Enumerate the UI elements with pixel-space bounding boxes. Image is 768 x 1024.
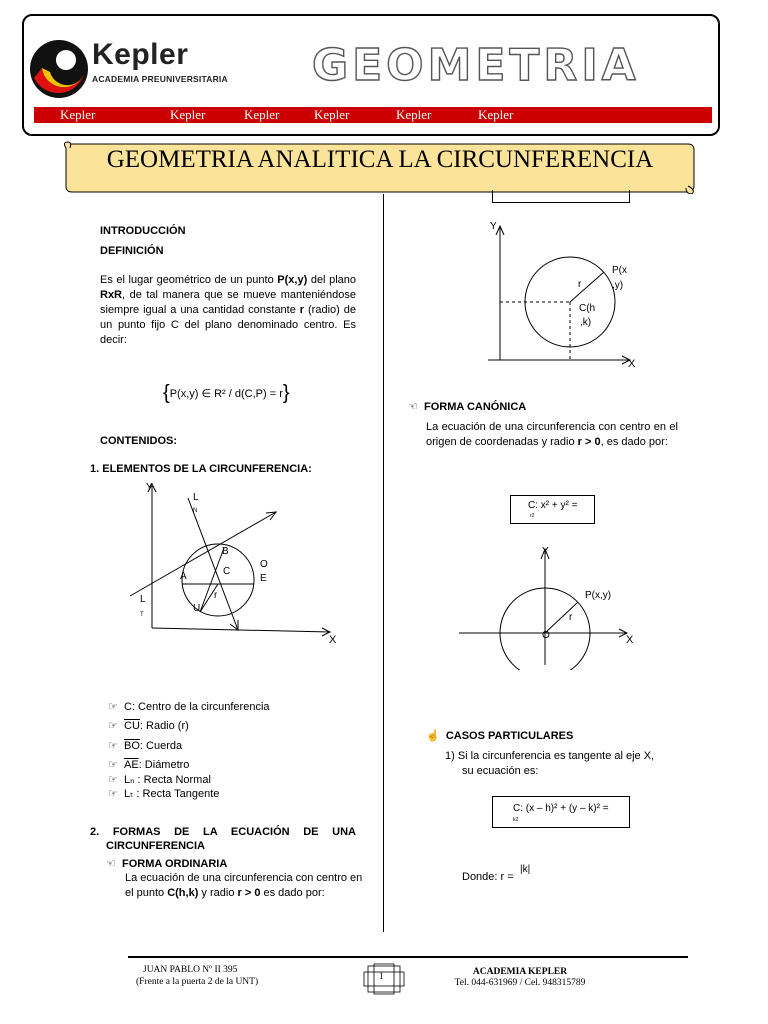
nav-item[interactable]: Kepler xyxy=(314,107,350,122)
point-u-label: U xyxy=(193,603,201,614)
ordinary-form-heading: ☜ FORMA ORDINARIA xyxy=(106,858,228,870)
nav-item[interactable]: Kepler xyxy=(60,107,96,122)
nav-item[interactable]: Kepler xyxy=(396,107,432,122)
radius-r-label: r xyxy=(214,590,218,601)
axis-y-label: Y xyxy=(542,546,549,557)
legend-item: ☞ $\overline{AE}$: Diámetro xyxy=(108,759,190,771)
axis-x-label: X xyxy=(329,634,337,646)
where-text: Donde: r = xyxy=(462,871,514,883)
logo-subtitle: ACADEMIA PREUNIVERSITARIA xyxy=(92,74,228,84)
nav-item[interactable]: Kepler xyxy=(170,107,206,122)
where-value: |k| xyxy=(520,864,531,875)
circle-elements-diagram xyxy=(120,478,350,653)
radius-r-label: r xyxy=(578,279,582,290)
legend-item: ☞ C: Centro de la circunferencia xyxy=(108,701,270,713)
footer-academy: ACADEMIA KEPLER xyxy=(472,967,568,977)
logo-name: Kepler xyxy=(92,38,189,71)
legend-item: ☞ $\overline{CU}$: Radio (r) xyxy=(108,720,189,732)
footer-phones: Tel. 044-631969 / Cel. 948315789 xyxy=(454,978,586,988)
axis-y-label: Y xyxy=(146,482,153,493)
canonical-formula-sub: r2 xyxy=(530,513,535,519)
pointing-hand-icon: ☞ xyxy=(108,740,118,752)
page-number-ornament-icon xyxy=(362,962,406,996)
point-o-label: O xyxy=(260,559,268,570)
case1-text: 1) Si la circunferencia es tangente al eje X, xyxy=(445,750,655,762)
ordinary-form-paragraph: La ecuación de una circunferencia con centro en el punto C(h,k) y radio r > 0 es dado por: xyxy=(125,872,363,899)
forms-heading-cont: CIRCUNFERENCIA xyxy=(106,840,205,852)
special-cases-heading: ☝ CASOS PARTICULARES xyxy=(426,730,574,742)
point-a-label: A xyxy=(180,571,187,582)
case1-formula: C: (x – h)² + (y – k)² = xyxy=(513,803,609,814)
definition-paragraph: Es el lugar geométrico de un punto P(x,y) del plano RxR, de tal manera que se mueve manteniéndose siempre igual a una cantidad constante r (radio) de un punto fijo C del plano denominado centro. Es decir: xyxy=(100,274,356,346)
page-number: 1 xyxy=(379,971,384,981)
case1-formula-box xyxy=(492,796,630,828)
point-b-label: B xyxy=(222,546,229,557)
hand-icon: ☜ xyxy=(408,401,418,413)
contents-heading: CONTENIDOS: xyxy=(100,435,177,447)
pointing-hand-icon: ☞ xyxy=(108,720,118,732)
legend-item: ☞ Lₜ : Recta Tangente xyxy=(108,788,220,800)
intro-heading: INTRODUCCIÓN xyxy=(100,225,186,237)
pointing-hand-icon: ☞ xyxy=(108,788,118,800)
pointing-hand-icon: ☞ xyxy=(108,774,118,786)
radius-r-label: r xyxy=(569,612,573,623)
origin-o-label: O xyxy=(542,630,550,641)
brand-title: GEOMETRIA xyxy=(312,40,640,91)
tangent-line-label: L xyxy=(140,594,146,605)
tangent-line-subscript: T xyxy=(140,612,144,618)
canonical-formula-box xyxy=(510,495,595,524)
footer-address-note: (Frente a la puerta 2 de la UNT) xyxy=(136,977,259,987)
definition-heading: DEFINICIÓN xyxy=(100,245,164,257)
ordinary-form-diagram xyxy=(480,222,640,372)
elements-heading: 1. ELEMENTOS DE LA CIRCUNFERENCIA: xyxy=(90,463,312,475)
nav-item[interactable]: Kepler xyxy=(244,107,280,122)
pointing-hand-icon: ☞ xyxy=(108,759,118,771)
page-title: GEOMETRIA ANALITICA LA CIRCUNFERENCIA xyxy=(106,146,654,173)
hand-icon: ☜ xyxy=(106,858,116,870)
canonical-form-heading: ☜ FORMA CANÓNICA xyxy=(408,401,527,413)
nav-item[interactable]: Kepler xyxy=(478,107,514,122)
normal-line-subscript: N xyxy=(193,508,198,514)
legend-item: ☞ Lₙ : Recta Normal xyxy=(108,774,211,786)
axis-y-label: Y xyxy=(490,221,497,232)
point-p-label: P(x,y) xyxy=(585,590,612,601)
case1-formula-sub: k2 xyxy=(513,817,519,823)
center-c-label: C(h xyxy=(579,303,596,314)
hand-icon: ☝ xyxy=(426,730,440,742)
point-e-label: E xyxy=(260,573,267,584)
center-c-label: C xyxy=(223,566,231,577)
canonical-form-paragraph: La ecuación de una circunferencia con centro en el origen de coordenadas y radio r > 0, es dado por: xyxy=(426,421,678,448)
kepler-logo-icon xyxy=(28,38,90,100)
header-nav-bar xyxy=(34,107,712,123)
axis-x-label: X xyxy=(626,634,634,646)
set-formula: {P(x,y) ∈ R² / d(C,P) = r} xyxy=(163,382,290,404)
pointing-hand-icon: ☞ xyxy=(108,701,118,713)
case1-text-cont: su ecuación es: xyxy=(462,765,539,777)
canonical-formula: C: x² + y² = xyxy=(528,500,578,511)
point-p-label: P(x xyxy=(612,265,627,276)
normal-line-label: L xyxy=(193,492,199,503)
axis-x-label: X xyxy=(628,358,636,370)
footer-rule xyxy=(128,956,688,958)
point-p-label-cont: ,y) xyxy=(612,280,624,291)
forms-heading: 2. FORMAS DE LA ECUACIÓN DE UNA xyxy=(90,826,356,838)
formula-box-fragment xyxy=(492,190,630,203)
legend-item: ☞ $\overline{BO}$: Cuerda xyxy=(108,740,183,752)
footer-address: JUAN PABLO Nº II 395 xyxy=(143,965,238,975)
column-divider xyxy=(383,194,384,932)
canonical-form-diagram xyxy=(455,545,640,670)
center-c-label-cont: ,k) xyxy=(580,317,592,328)
